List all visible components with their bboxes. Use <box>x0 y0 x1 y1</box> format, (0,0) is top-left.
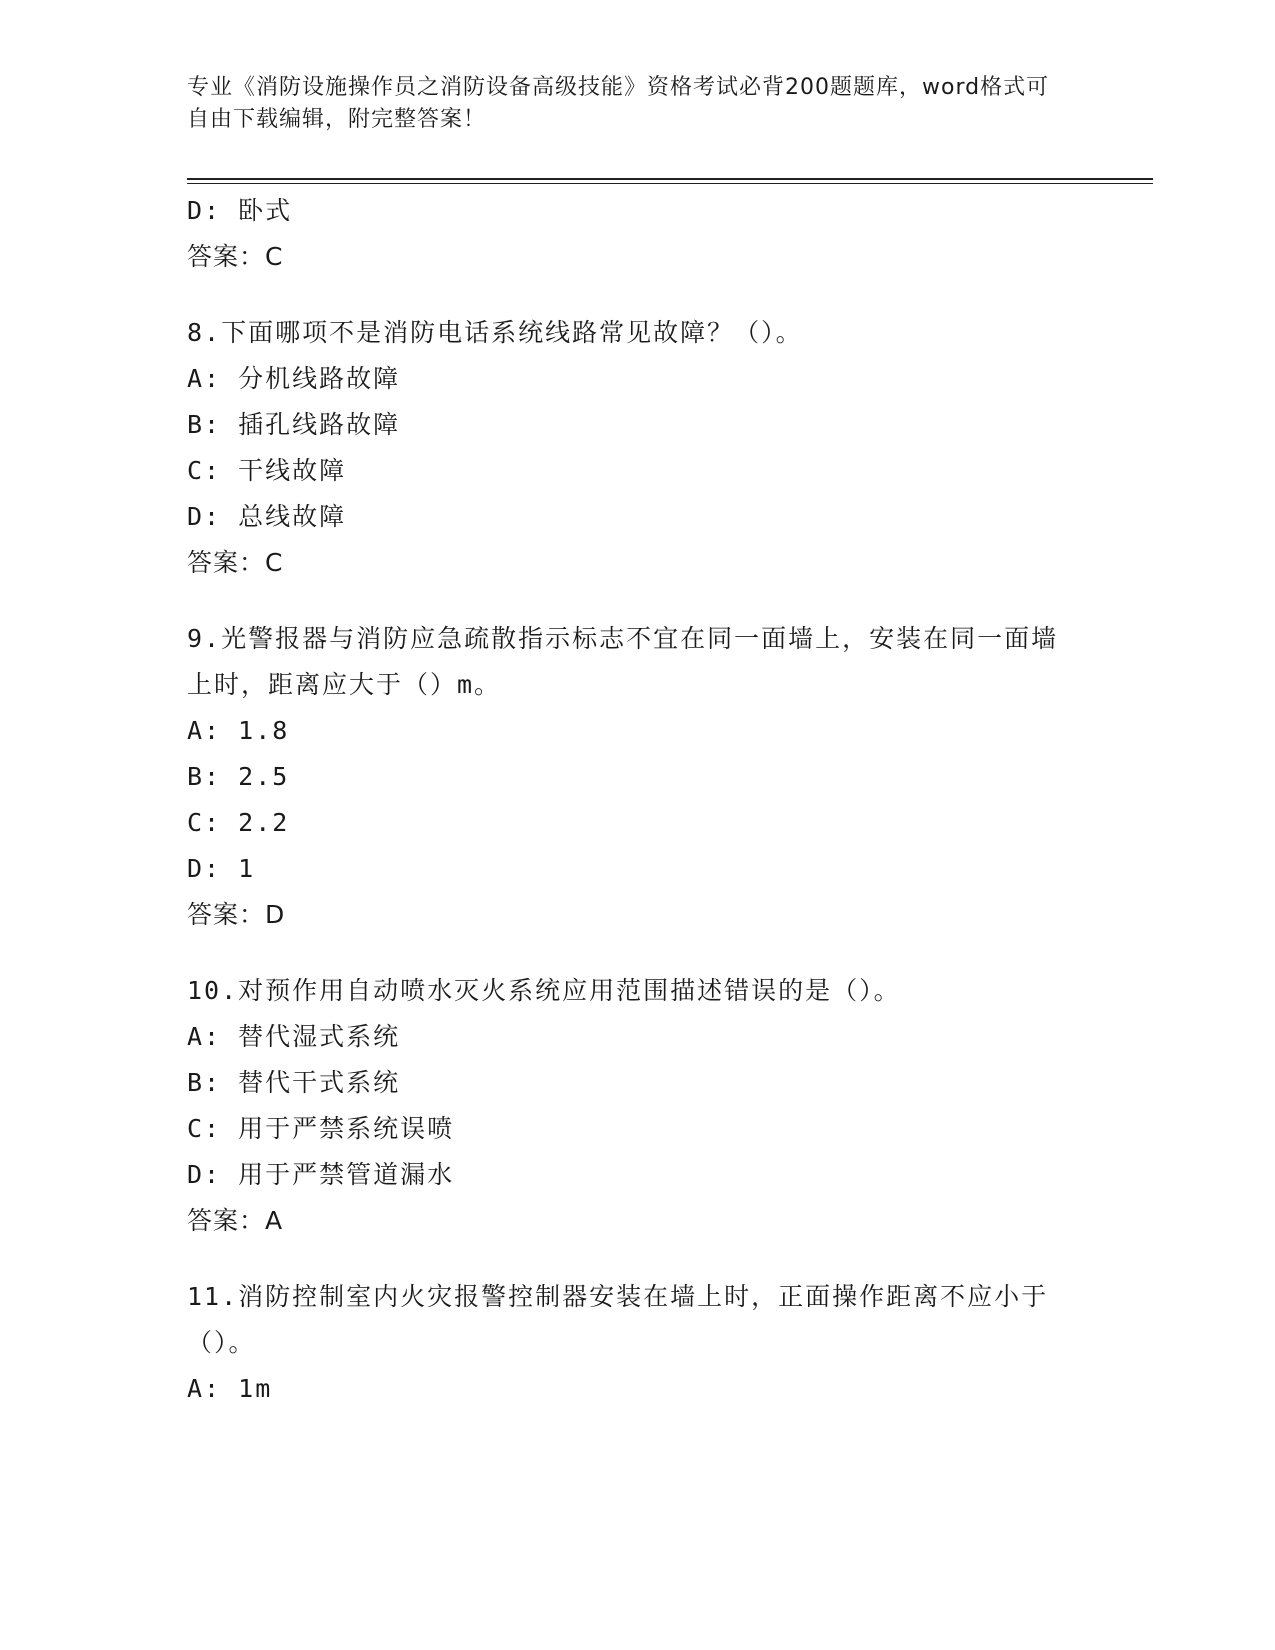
question-text: 11.消防控制室内火灾报警控制器安装在墙上时，正面操作距离不应小于（）。 <box>187 1282 1049 1357</box>
question-text: 10.对预作用自动喷水灭火系统应用范围描述错误的是（）。 <box>187 976 901 1005</box>
answer-line: 答案：D <box>187 900 286 929</box>
question-9 <box>187 616 1087 938</box>
header-rule-bottom <box>187 183 1153 184</box>
option-d: D: 总线故障 <box>187 502 347 531</box>
question-text: 9.光警报器与消防应急疏散指示标志不宜在同一面墙上，安装在同一面墙上时，距离应大于（）m。 <box>187 624 1059 699</box>
document-content <box>187 188 1087 1412</box>
previous-question-tail <box>187 188 1087 280</box>
answer-line: 答案：C <box>187 548 284 577</box>
answer-line: 答案：C <box>187 242 284 271</box>
option-a: A: 分机线路故障 <box>187 364 401 393</box>
header-rule-top <box>187 178 1153 180</box>
document-header: 专业《消防设施操作员之消防设备高级技能》资格考试必背200题题库，word格式可自由下载编辑，附完整答案！ <box>187 75 1050 132</box>
option-a: A: 1m <box>187 1374 273 1403</box>
option-b: B: 插孔线路故障 <box>187 410 401 439</box>
option-a: A: 替代湿式系统 <box>187 1022 401 1051</box>
option-d: D: 用于严禁管道漏水 <box>187 1160 455 1189</box>
option-c: C: 用于严禁系统误喷 <box>187 1114 455 1143</box>
option-d: D: 1 <box>187 854 256 883</box>
question-text: 8.下面哪项不是消防电话系统线路常见故障？（）。 <box>187 318 803 347</box>
question-8 <box>187 310 1087 586</box>
option-b: B: 替代干式系统 <box>187 1068 401 1097</box>
option-b: B: 2.5 <box>187 762 290 791</box>
option-a: A: 1.8 <box>187 716 290 745</box>
option-c: C: 干线故障 <box>187 456 347 485</box>
question-11 <box>187 1274 1087 1412</box>
option-c: C: 2.2 <box>187 808 290 837</box>
question-10 <box>187 968 1087 1244</box>
option-d: D: 卧式 <box>187 196 293 225</box>
answer-line: 答案：A <box>187 1206 284 1235</box>
